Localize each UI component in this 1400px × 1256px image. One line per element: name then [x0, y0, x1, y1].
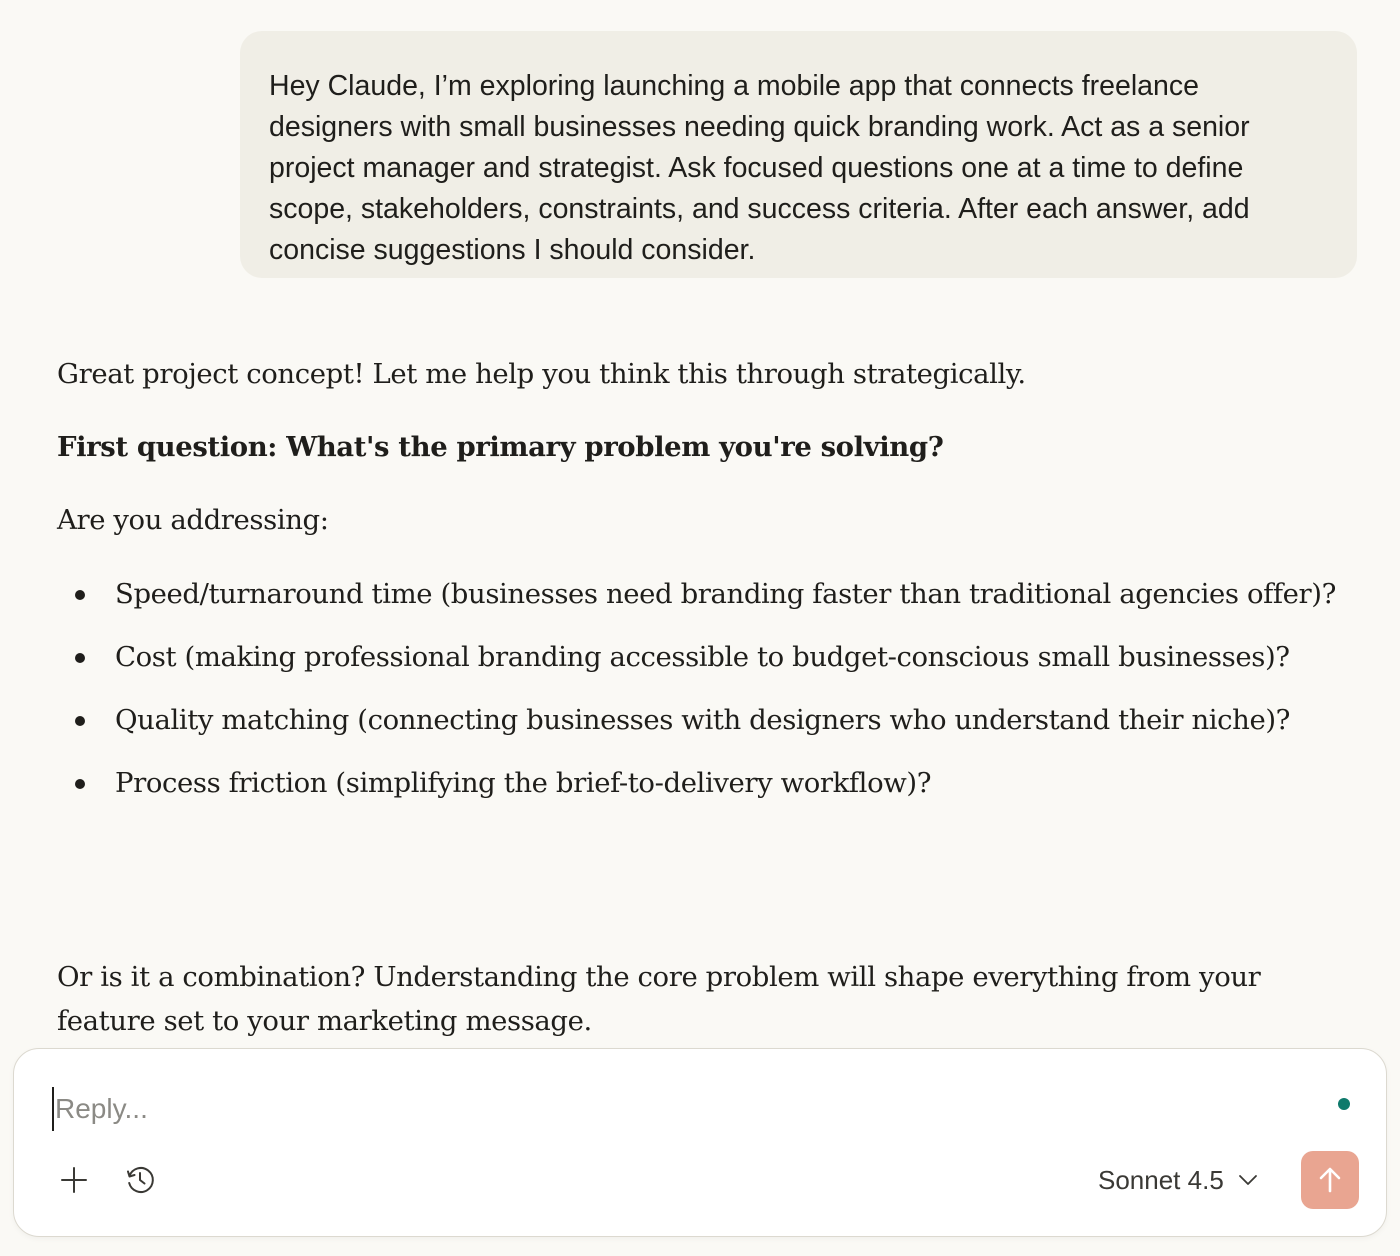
bullet-icon — [75, 590, 85, 600]
assistant-intro: Great project concept! Let me help you think this through strategically. — [57, 358, 1026, 390]
list-item-text: Process friction (simplifying the brief-to-delivery workflow)? — [115, 767, 932, 799]
assistant-question: First question: What's the primary problem you're solving? — [57, 431, 944, 463]
list-item — [57, 571, 1347, 618]
bullet-icon — [75, 779, 85, 789]
bullet-icon — [75, 653, 85, 663]
status-indicator-icon — [1338, 1098, 1350, 1110]
reply-input[interactable] — [52, 1087, 1315, 1131]
options-list — [57, 571, 1347, 823]
model-label: Sonnet 4.5 — [1098, 1164, 1224, 1195]
user-message-text: Hey Claude, I’m exploring launching a mobile app that connects freelance designers with small businesses needing quick branding work. Act as a senior project manager and strategist. Ask focused questions one at a time to define scope, stakeholders, constraints, and success criteria. After each answer, add concise suggestions I should consider. — [269, 70, 1250, 266]
plus-icon — [59, 1165, 89, 1195]
model-selector[interactable] — [1098, 1160, 1258, 1200]
clock-history-icon — [124, 1164, 156, 1196]
list-item — [57, 634, 1347, 681]
arrow-up-icon — [1317, 1166, 1343, 1194]
send-button[interactable] — [1301, 1151, 1359, 1209]
list-item-text: Quality matching (connecting businesses with designers who understand their niche)? — [115, 704, 1291, 736]
list-item — [57, 760, 1347, 807]
add-attachment-button[interactable] — [54, 1160, 94, 1200]
assistant-addressing: Are you addressing: — [57, 504, 329, 536]
list-item — [57, 697, 1347, 744]
user-message-bubble — [240, 31, 1357, 278]
chevron-down-icon — [1238, 1174, 1258, 1186]
list-item-text: Speed/turnaround time (businesses need branding faster than traditional agencies offer)? — [115, 578, 1336, 610]
list-item-text: Cost (making professional branding accessible to budget-conscious small businesses)? — [115, 641, 1290, 673]
bullet-icon — [75, 716, 85, 726]
reply-composer — [13, 1048, 1387, 1237]
history-button[interactable] — [120, 1160, 160, 1200]
assistant-closing: Or is it a combination? Understanding the core problem will shape everything from your feature set to your marketing message. — [57, 961, 1261, 1037]
